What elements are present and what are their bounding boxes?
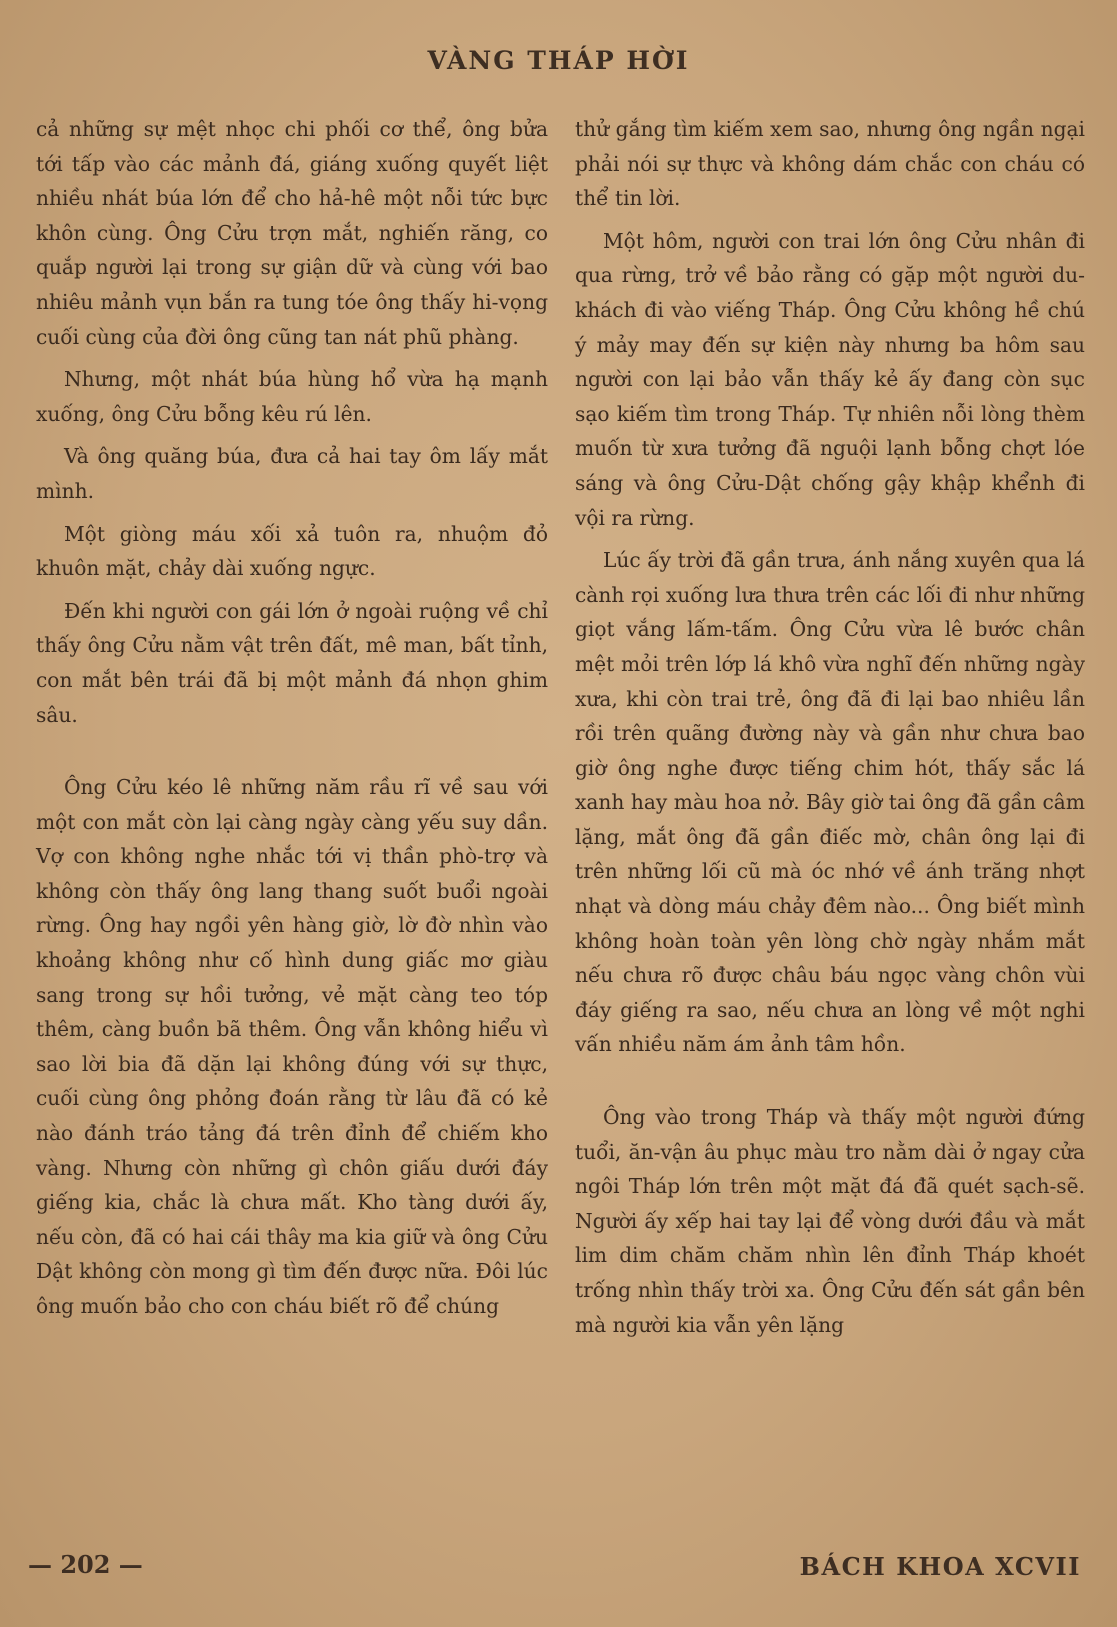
paragraph: Và ông quăng búa, đưa cả hai tay ôm lấy mắt mình. <box>36 444 548 503</box>
paragraph: cả những sự mệt nhọc chi phối cơ thể, ông bửa tới tấp vào các mảnh đá, giáng xuống quyết liệt nhiều nhát búa lớn để cho hả-hê một nỗi tức bực khôn cùng. Ông Cửu trợn mắt, nghiến răng, co quắp người lại trong sự giận dữ và cùng với bao nhiêu mảnh vụn bắn ra tung tóe ông thấy hi-vọng cuối cùng của đời ông cũng tan nát phũ phàng. <box>36 117 548 349</box>
paragraph: Lúc ấy trời đã gần trưa, ánh nắng xuyên qua lá cành rọi xuống lưa thưa trên các lối đi như những giọt vắng lấm-tấm. Ông Cửu vừa lê bước chân mệt mỏi trên lớp lá khô vừa nghĩ đến những ngày xưa, khi còn trai trẻ, ông đã đi lại bao nhiêu lần rồi trên quãng đường này và gần như chưa bao giờ ông nghe được tiếng chim hót, thấy sắc lá xanh hay màu hoa nở. Bây giờ tai ông đã gần câm lặng, mắt ông đã gần điếc mờ, chân ông lại đi trên những lối cũ mà óc nhớ về ánh trăng nhợt nhạt và dòng máu chảy đêm nào... Ông biết mình không hoàn toàn yên lòng chờ ngày nhắm mắt nếu chưa rõ được châu báu ngọc vàng chôn vùi đáy giếng ra sao, nếu chưa an lòng về một nghi vấn nhiều năm ám ảnh tâm hồn. <box>575 548 1085 1057</box>
paragraph: Một giòng máu xối xả tuôn ra, nhuộm đỏ khuôn mặt, chảy dài xuống ngực. <box>36 521 548 581</box>
left-column <box>36 112 548 1332</box>
paragraph: Một hôm, người con trai lớn ông Cửu nhân đi qua rừng, trở về bảo rằng có gặp một người du-khách đi vào viếng Tháp. Ông Cửu không hề chú ý mảy may đến sự kiện này nhưng ba hôm sau người con lại bảo vẫn thấy kẻ ấy đang còn sục sạo kiếm tìm trong Tháp. Tự nhiên nỗi lòng thèm muốn từ xưa tưởng đã nguội lạnh bỗng chợt lóe sáng và ông Cửu-Dật chống gậy khập khểnh đi vội ra rừng. <box>575 228 1085 530</box>
paragraph: thử gắng tìm kiếm xem sao, nhưng ông ngần ngại phải nói sự thực và không dám chắc con cháu có thể tin lời. <box>575 117 1085 211</box>
paragraph: Đến khi người con gái lớn ở ngoài ruộng về chỉ thấy ông Cửu nằm vật trên đất, mê man, bất tỉnh, con mắt bên trái đã bị một mảnh đá nhọn ghim sâu. <box>36 598 548 727</box>
running-header-title: VÀNG THÁP HỜI <box>427 46 690 75</box>
page-number: — 202 — <box>28 1550 143 1579</box>
right-column <box>575 112 1085 1350</box>
publication-name: BÁCH KHOA XCVII <box>799 1552 1081 1581</box>
paragraph: Nhưng, một nhát búa hùng hổ vừa hạ mạnh xuống, ông Cửu bỗng kêu rú lên. <box>36 367 548 426</box>
paragraph: Ông Cửu kéo lê những năm rầu rĩ về sau với một con mắt còn lại càng ngày càng yếu suy dần. Vợ con không nghe nhắc tới vị thần phò-trợ và không còn thấy ông lang thang suốt buổi ngoài rừng. Ông hay ngồi yên hàng giờ, lờ đờ nhìn vào khoảng không như cố hình dung giấc mơ giàu sang trong sự hồi tưởng, vẻ mặt càng teo tóp thêm, càng buồn bã thêm. Ông vẫn không hiểu vì sao lời bia đã dặn lại không đúng với sự thực, cuối cùng ông phỏng đoán rằng từ lâu đã có kẻ nào đánh tráo tảng đá trên đỉnh để chiếm kho vàng. Nhưng còn những gì chôn giấu dưới đáy giếng kia, chắc là chưa mất. Kho tàng dưới ấy, nếu còn, đã có hai cái thây ma kia giữ và ông Cửu Dật không còn mong gì tìm đến được nữa. Đôi lúc ông muốn bảo cho con cháu biết rõ để chúng <box>36 775 548 1318</box>
paragraph: Ông vào trong Tháp và thấy một người đứng tuổi, ăn-vận âu phục màu tro nằm dài ở ngay cửa ngôi Tháp lớn trên một mặt đá đã quét sạch-sẽ. Người ấy xếp hai tay lại để vòng dưới đầu và mắt lim dim chăm chăm nhìn lên đỉnh Tháp khoét trống nhìn thấy trời xa. Ông Cửu đến sát gần bên mà người kia vẫn yên lặng <box>575 1105 1085 1337</box>
